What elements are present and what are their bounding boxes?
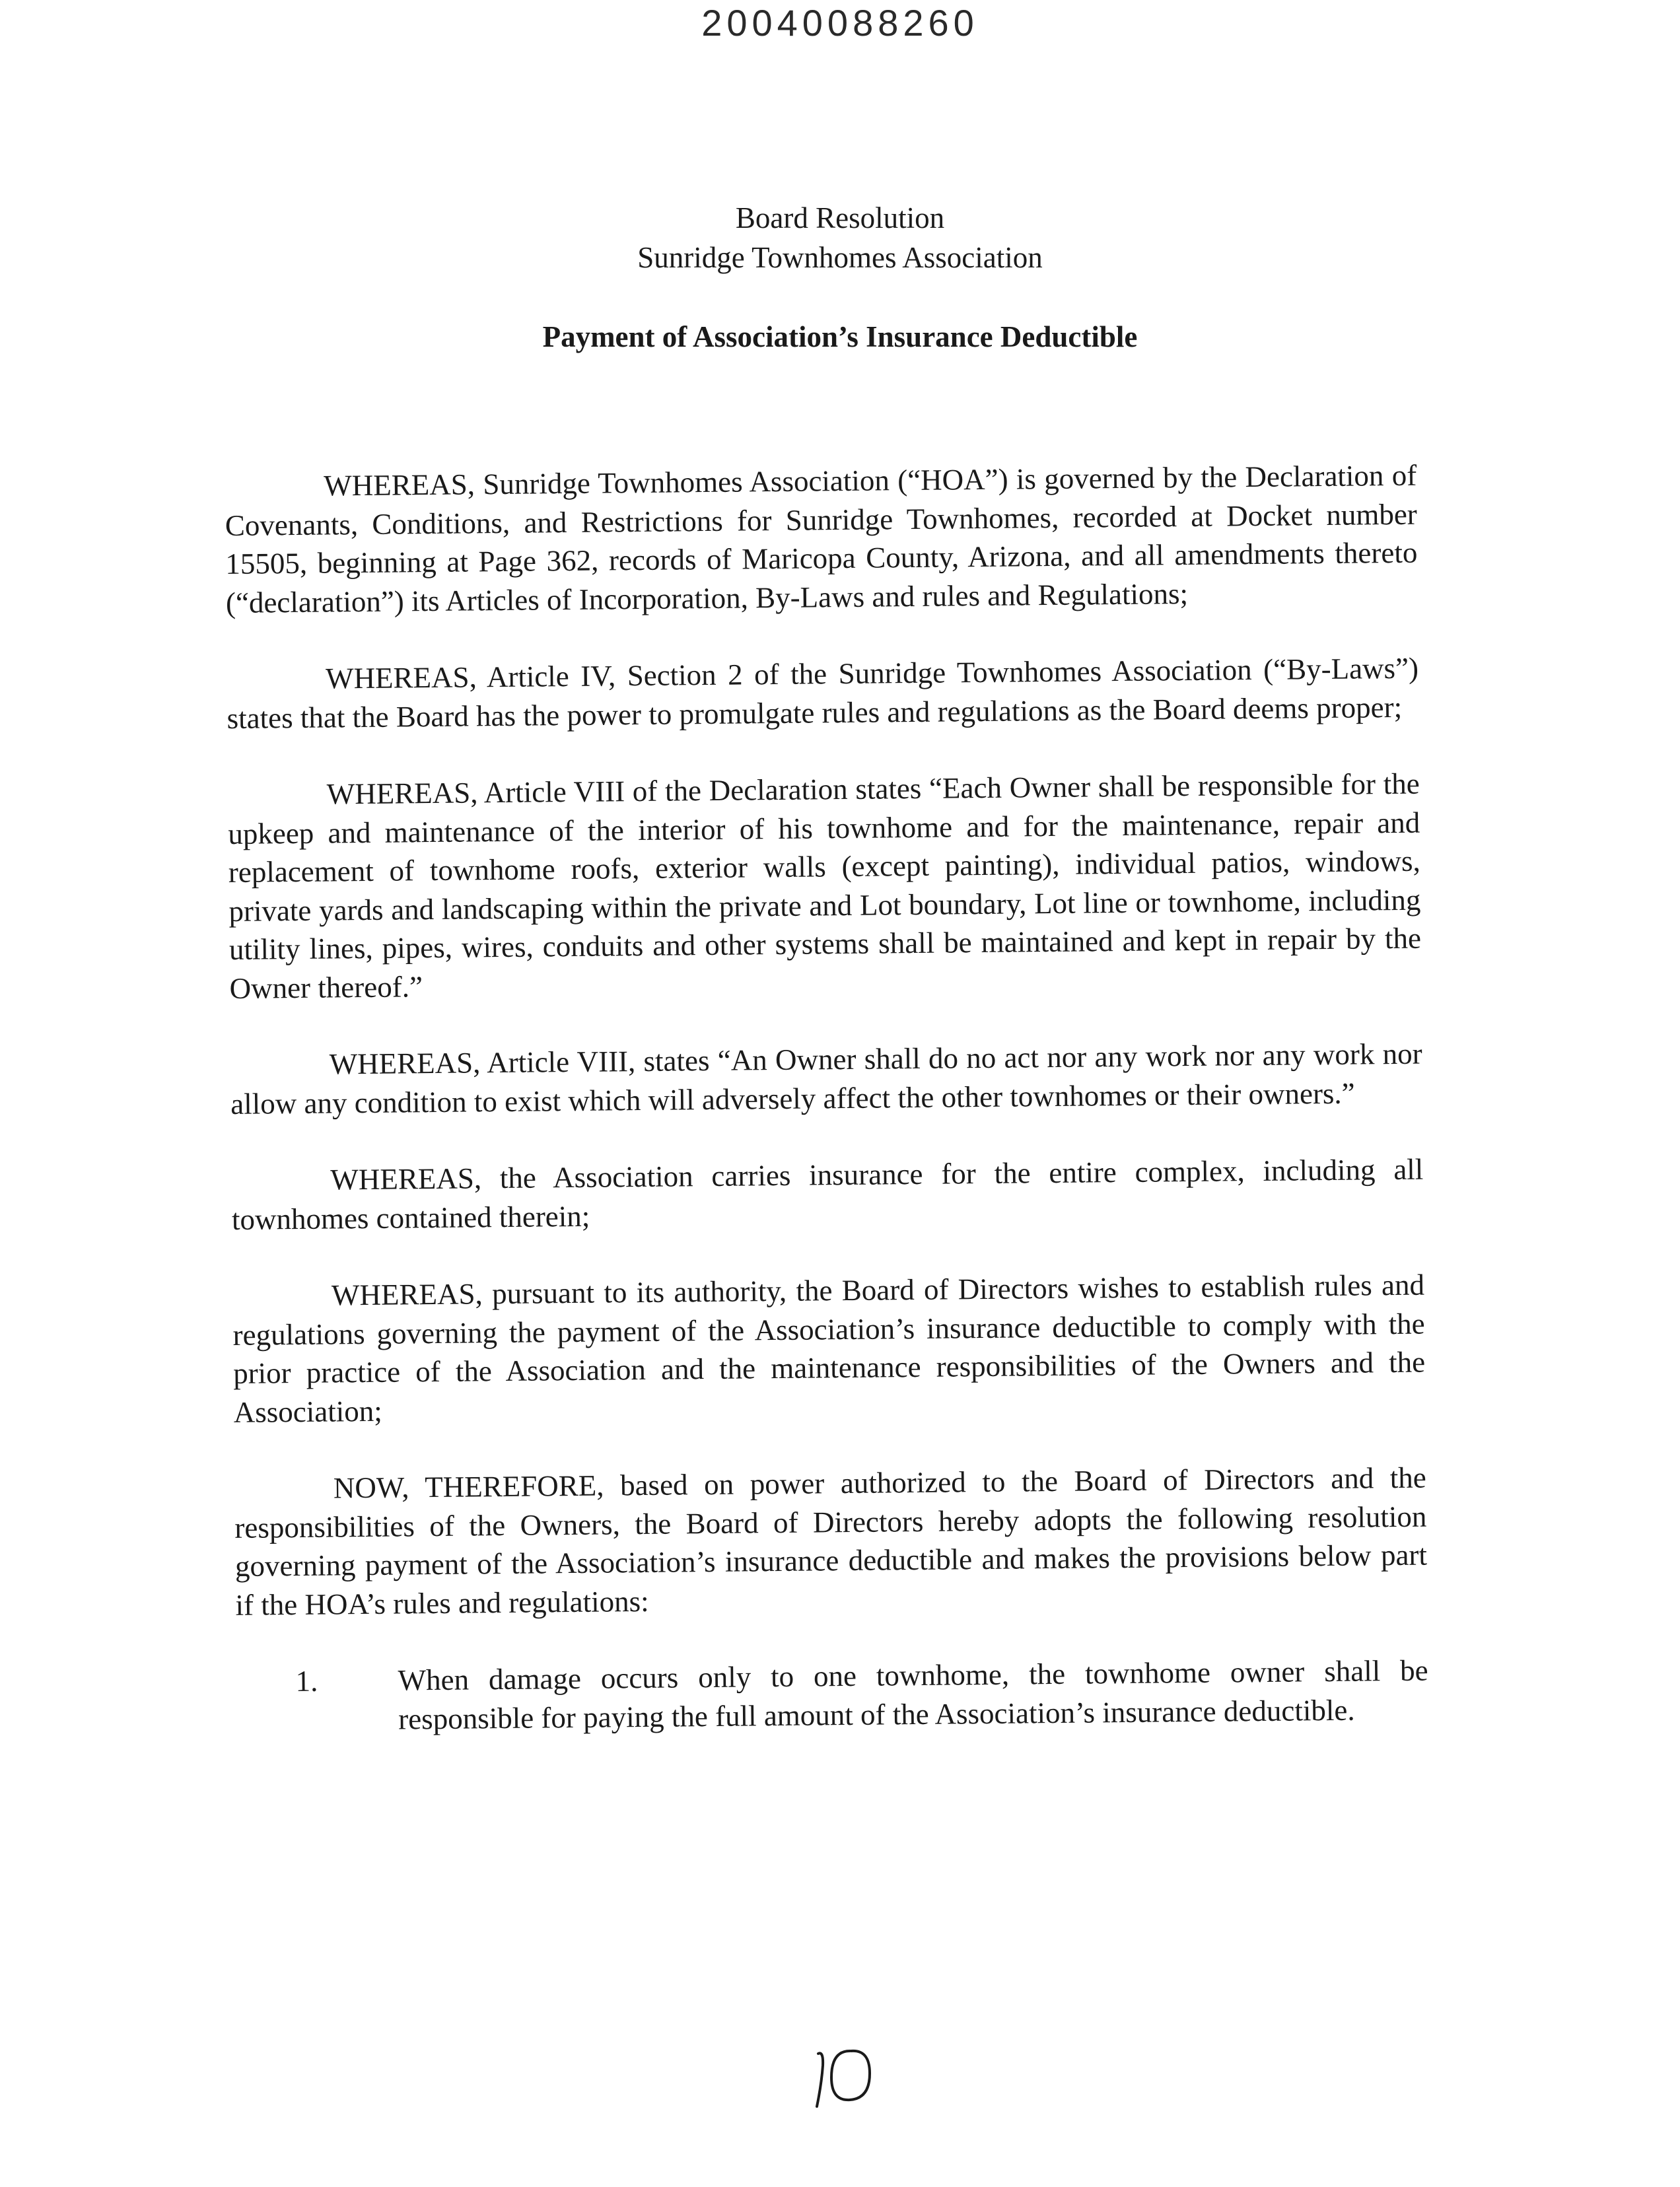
handwritten-page-number — [809, 2034, 882, 2113]
now-therefore: NOW, THEREFORE, based on power authorized to the Board of Directors and the responsibilities of the Owners, the Board of Directors hereby adopts the following resolution governing payment of the Association’s insurance deductible and makes the provisions below part if the HOA’s rules and regulations: — [234, 1461, 1428, 1622]
header-title: Board Resolution — [735, 201, 945, 234]
list-item-text: When damage occurs only to one townhome, the townhome owner shall be responsible for paying the full amount of the Association’s insurance deductible. — [398, 1653, 1428, 1736]
header-organization: Sunridge Townhomes Association — [637, 241, 1043, 274]
resolution-subject: Payment of Association’s Insurance Deductible — [542, 320, 1138, 353]
resolution-body — [225, 456, 1428, 1740]
list-item-number: 1. — [295, 1664, 318, 1698]
document-number: 20040088260 — [701, 2, 979, 44]
whereas-authority: WHEREAS, pursuant to its authority, the Board of Directors wishes to establish rules and regulations governing the payment of the Association’s insurance deductible to comply with the prior practice of the Association and the maintenance responsibilities of the Owners and the Association; — [232, 1268, 1426, 1429]
whereas-declaration: WHEREAS, Sunridge Townhomes Association (“HOA”) is governed by the Declaration of Covenants, Conditions, and Restrictions for Sunridge Townhomes, recorded at Docket number 15505, beginning at Page 362, records of Maricopa County, Arizona, and all amendments thereto (“declaration”) its Articles of Incorporation, By-Laws and rules and Regulations; — [225, 458, 1418, 619]
whereas-insurance: WHEREAS, the Association carries insurance for the entire complex, including all townhomes contained therein; — [231, 1152, 1424, 1236]
list-item — [236, 1651, 1428, 1740]
whereas-article-viii-maintenance: WHEREAS, Article VIII of the Declaration states “Each Owner shall be responsible for the upkeep and maintenance of the interior of his townhome and for the maintenance, repair and replacement of townhome roofs, exterior walls (except painting), individual patios, windows, private yards and landscaping within the private and Lot boundary, Lot line or townhome, including utility lines, pipes, wires, conduits and other systems shall be maintained and kept in repair by the Owner thereof.” — [228, 767, 1422, 1005]
whereas-article-viii-conduct: WHEREAS, Article VIII, states “An Owner shall do no act nor any work nor any work nor allow any condition to exist which will adversely affect the other townhomes or their owners.” — [230, 1037, 1422, 1121]
whereas-bylaws: WHEREAS, Article IV, Section 2 of the Sunridge Townhomes Association (“By-Laws”) states that the Board has the power to promulgate rules and regulations as the Board deems proper; — [227, 651, 1419, 735]
resolution-header — [0, 198, 1680, 357]
